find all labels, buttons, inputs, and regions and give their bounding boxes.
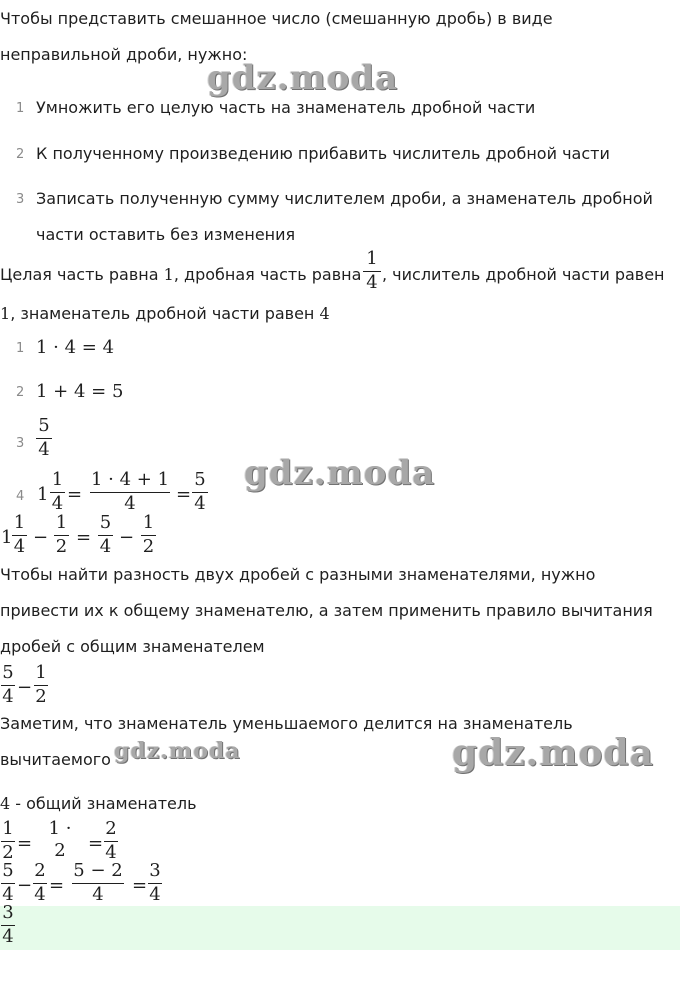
- para2-line-2: привести их к общему знаменателю, а затем применить правило вычитания: [0, 601, 653, 620]
- step-number: 3: [16, 192, 25, 207]
- fraction-denominator: 4: [366, 272, 378, 293]
- desc-line-2: [0, 304, 330, 324]
- desc-value: 1: [163, 265, 174, 284]
- equals-sign: =: [176, 484, 192, 505]
- expr-fraction: [104, 818, 118, 862]
- expression-row: [0, 858, 180, 908]
- fraction-numerator: 5: [98, 512, 113, 536]
- step-text-cont: части оставить без изменения: [36, 225, 296, 244]
- fraction-numerator: 3: [1, 902, 15, 926]
- fraction-denominator: 4: [2, 926, 14, 947]
- fraction-denominator: 4: [34, 884, 46, 905]
- calc-expression: 1 + 4 = 5: [36, 381, 124, 402]
- expr-fraction: [34, 662, 48, 706]
- fraction-denominator: 4: [194, 493, 206, 514]
- equals-sign: =: [67, 484, 83, 505]
- equals-sign: =: [17, 833, 33, 854]
- watermark: gdz.moda: [114, 738, 241, 764]
- step-number: 2: [16, 385, 25, 400]
- step-number: 1: [16, 341, 25, 356]
- expression-row: [0, 660, 60, 706]
- expression-row: [0, 816, 130, 862]
- step-text: К полученному произведению прибавить числитель дробной части: [36, 144, 610, 163]
- fraction-denominator: 2: [55, 536, 68, 555]
- mixed-whole: 1: [37, 484, 49, 505]
- desc-text: , дробная часть равна: [173, 265, 362, 284]
- desc-value: 1: [0, 304, 11, 323]
- fraction-numerator: 1: [34, 662, 48, 686]
- common-denominator-text: - общий знаменатель: [10, 794, 197, 813]
- calc-expression: 1 · 4 = 4: [36, 337, 115, 358]
- watermark: gdz.moda: [244, 453, 436, 493]
- desc-text: Целая часть равна: [0, 265, 164, 284]
- common-denominator-value: 4: [0, 794, 11, 813]
- step-number: 3: [16, 436, 25, 451]
- fraction-denominator: 2: [142, 536, 155, 555]
- fraction-numerator: 1: [1, 818, 15, 842]
- equals-sign: =: [88, 833, 104, 854]
- fraction-denominator: 4: [2, 884, 14, 905]
- step-number: 1: [16, 101, 25, 116]
- minus-sign: −: [119, 527, 135, 548]
- expr-fraction: [148, 860, 162, 906]
- mixed-whole: 1: [1, 527, 13, 548]
- para3-line-1: Заметим, что знаменатель уменьшаемого делится на знаменатель: [0, 714, 573, 733]
- fraction-numerator: 5 − 2: [72, 860, 124, 884]
- intro-line-1: Чтобы представить смешанное число (смешанную дробь) в виде: [0, 9, 553, 28]
- para2-line-3: дробей с общим знаменателем: [0, 637, 265, 656]
- expr-fraction: [33, 860, 47, 906]
- desc-fraction: [363, 248, 381, 294]
- fraction-denominator: 4: [149, 884, 161, 905]
- fraction-numerator: 1: [363, 248, 381, 272]
- desc-value: 4: [319, 304, 330, 323]
- fraction-denominator: 4: [124, 493, 136, 514]
- intro-line-2: неправильной дроби, нужно:: [0, 45, 248, 64]
- fraction-denominator: 4: [92, 884, 104, 905]
- equals-sign: =: [132, 875, 148, 896]
- expr-fraction: [12, 512, 27, 555]
- step-text: Умножить его целую часть на знаменатель дробной части: [36, 98, 536, 117]
- expr-fraction: [1, 818, 15, 862]
- minus-sign: −: [17, 677, 33, 698]
- fraction-numerator: 5: [192, 469, 208, 493]
- calc-fraction: [36, 415, 52, 461]
- fraction-denominator: 2: [35, 686, 47, 706]
- fraction-denominator: 2: [2, 842, 14, 862]
- fraction-numerator: 1 · 4 + 1: [90, 469, 170, 493]
- minus-sign: −: [33, 527, 49, 548]
- fraction-denominator: 4: [99, 536, 112, 555]
- fraction-numerator: 1 · 2: [40, 818, 80, 862]
- equals-sign: =: [49, 875, 65, 896]
- expr-fraction: [1, 662, 15, 706]
- fraction-denominator: 4: [51, 493, 64, 514]
- desc-text: , числитель дробной части равен: [382, 265, 665, 284]
- watermark: gdz.moda: [452, 732, 654, 774]
- calc-fraction: [192, 469, 208, 515]
- expr-fraction: [40, 818, 80, 862]
- desc-line-1: [0, 265, 361, 285]
- expr-fraction: [72, 860, 124, 906]
- fraction-numerator: 1: [54, 512, 69, 536]
- fraction-denominator: 4: [38, 439, 50, 460]
- fraction-numerator: 5: [1, 662, 15, 686]
- watermark: gdz.moda: [207, 58, 399, 98]
- step-number: 2: [16, 147, 25, 162]
- fraction-numerator: 2: [33, 860, 47, 884]
- step-text: Записать полученную сумму числителем дроби, а знаменатель дробной: [36, 189, 653, 208]
- common-denominator-line: [0, 794, 197, 814]
- fraction-numerator: 2: [104, 818, 118, 842]
- expression-row: [0, 509, 170, 555]
- fraction-numerator: 1: [141, 512, 156, 536]
- expr-fraction: [54, 512, 69, 555]
- answer-fraction: [1, 902, 15, 948]
- step-number: 4: [16, 489, 25, 504]
- fraction-denominator: 4: [105, 842, 117, 862]
- expr-fraction: [1, 860, 15, 906]
- fraction-numerator: 3: [148, 860, 162, 884]
- fraction-numerator: 5: [1, 860, 15, 884]
- desc-text: , знаменатель дробной части равен: [10, 304, 320, 323]
- expr-fraction: [98, 512, 113, 555]
- para3-line-2: вычитаемого: [0, 750, 111, 769]
- minus-sign: −: [17, 875, 33, 896]
- equals-sign: =: [76, 527, 92, 548]
- expr-fraction: [141, 512, 156, 555]
- fraction-numerator: 1: [50, 469, 65, 493]
- fraction-denominator: 4: [13, 536, 26, 555]
- fraction-numerator: 1: [12, 512, 27, 536]
- answer-box: [0, 906, 680, 950]
- para2-line-1: Чтобы найти разность двух дробей с разными знаменателями, нужно: [0, 565, 596, 584]
- fraction-denominator: 4: [2, 686, 14, 706]
- fraction-numerator: 5: [36, 415, 52, 439]
